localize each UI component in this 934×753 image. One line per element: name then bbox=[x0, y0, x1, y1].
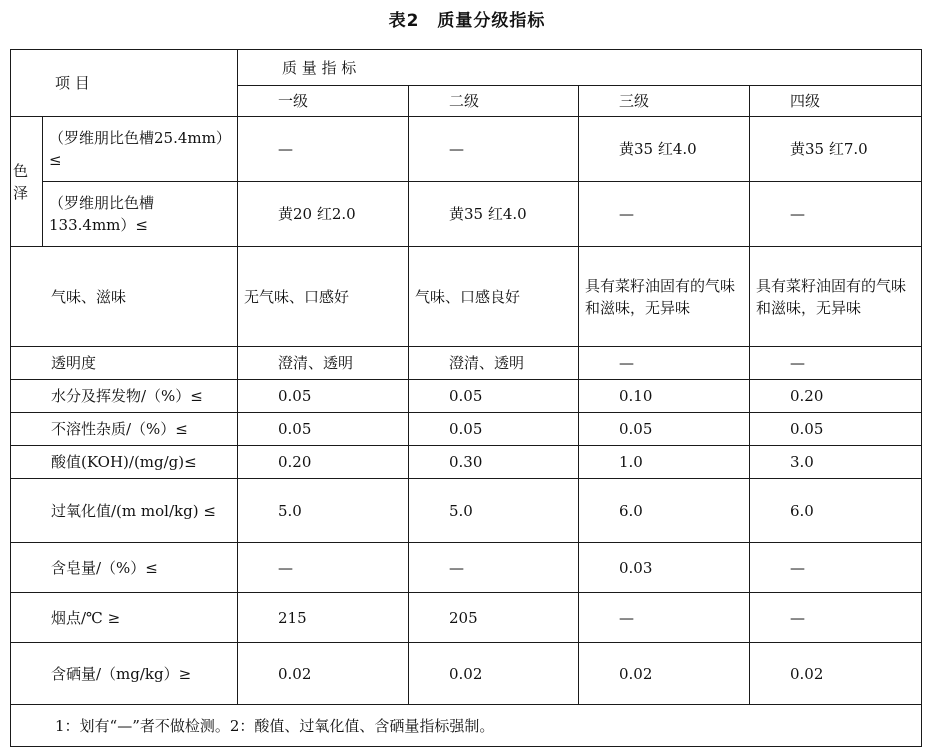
table-cell: 具有菜籽油固有的气味和滋味，无异味 bbox=[750, 247, 922, 347]
header-grade-2: 二级 bbox=[409, 86, 579, 117]
table-cell: — bbox=[750, 543, 922, 593]
table-cell: 具有菜籽油固有的气味和滋味，无异味 bbox=[579, 247, 750, 347]
color-label-top: 色 bbox=[13, 161, 29, 180]
table-cell: — bbox=[409, 117, 579, 182]
row-label: 水分及挥发物/（%）≤ bbox=[11, 380, 238, 413]
row-label: 含硒量/（mg/kg）≥ bbox=[11, 643, 238, 705]
header-grade-4: 四级 bbox=[750, 86, 922, 117]
table-cell: 黄35 红4.0 bbox=[579, 117, 750, 182]
table-cell: 0.20 bbox=[750, 380, 922, 413]
table-cell: — bbox=[409, 543, 579, 593]
color-row-label: （罗维朋比色槽25.4mm）≤ bbox=[43, 117, 238, 182]
table-cell: 0.30 bbox=[409, 446, 579, 479]
table-cell: — bbox=[579, 347, 750, 380]
row-label: 不溶性杂质/（%）≤ bbox=[11, 413, 238, 446]
table-cell: 3.0 bbox=[750, 446, 922, 479]
table-cell: 气味、口感良好 bbox=[409, 247, 579, 347]
table-cell: — bbox=[750, 182, 922, 247]
header-grade-3: 三级 bbox=[579, 86, 750, 117]
table-cell: 澄清、透明 bbox=[238, 347, 409, 380]
table-cell: — bbox=[750, 347, 922, 380]
table-cell: — bbox=[238, 117, 409, 182]
table-cell: 黄35 红4.0 bbox=[409, 182, 579, 247]
table-cell: 0.10 bbox=[579, 380, 750, 413]
table-cell: 黄20 红2.0 bbox=[238, 182, 409, 247]
table-cell: 澄清、透明 bbox=[409, 347, 579, 380]
table-title: 表2 质量分级指标 bbox=[388, 11, 546, 31]
header-grade-1: 一级 bbox=[238, 86, 409, 117]
table-cell: 0.05 bbox=[238, 413, 409, 446]
row-label: 过氧化值/(m mol/kg) ≤ bbox=[11, 479, 238, 543]
row-label: 含皂量/（%）≤ bbox=[11, 543, 238, 593]
table-cell: 0.05 bbox=[238, 380, 409, 413]
table-cell: — bbox=[750, 593, 922, 643]
quality-grade-table bbox=[10, 49, 922, 747]
table-cell: 1.0 bbox=[579, 446, 750, 479]
table-note: 1：划有“—”者不做检测。2：酸值、过氧化值、含硒量指标强制。 bbox=[11, 705, 922, 747]
table-cell: 0.05 bbox=[579, 413, 750, 446]
table-cell: 215 bbox=[238, 593, 409, 643]
table-cell: 5.0 bbox=[409, 479, 579, 543]
table-cell: — bbox=[238, 543, 409, 593]
row-label: 酸值(KOH)/(mg/g)≤ bbox=[11, 446, 238, 479]
row-label: 透明度 bbox=[11, 347, 238, 380]
table-cell: 0.05 bbox=[750, 413, 922, 446]
color-row-label: （罗维朋比色槽133.4mm）≤ bbox=[43, 182, 238, 247]
row-label: 气味、滋味 bbox=[11, 247, 238, 347]
header-group: 质 量 指 标 bbox=[238, 50, 922, 86]
table-cell: 0.05 bbox=[409, 413, 579, 446]
header-item: 项 目 bbox=[11, 50, 238, 117]
table-cell: 6.0 bbox=[750, 479, 922, 543]
table-cell: 0.02 bbox=[238, 643, 409, 705]
table-cell: 6.0 bbox=[579, 479, 750, 543]
table-cell: 0.02 bbox=[579, 643, 750, 705]
table-cell: 0.05 bbox=[409, 380, 579, 413]
table-cell: 5.0 bbox=[238, 479, 409, 543]
row-label: 烟点/℃ ≥ bbox=[11, 593, 238, 643]
table-cell: 无气味、口感好 bbox=[238, 247, 409, 347]
table-cell: 黄35 红7.0 bbox=[750, 117, 922, 182]
color-label-bottom: 泽 bbox=[13, 183, 29, 202]
table-cell: 0.20 bbox=[238, 446, 409, 479]
table-cell: 0.02 bbox=[409, 643, 579, 705]
table-cell: 205 bbox=[409, 593, 579, 643]
table-cell: 0.03 bbox=[579, 543, 750, 593]
table-cell: 0.02 bbox=[750, 643, 922, 705]
table-cell: — bbox=[579, 593, 750, 643]
color-group-label bbox=[11, 117, 43, 247]
table-cell: — bbox=[579, 182, 750, 247]
